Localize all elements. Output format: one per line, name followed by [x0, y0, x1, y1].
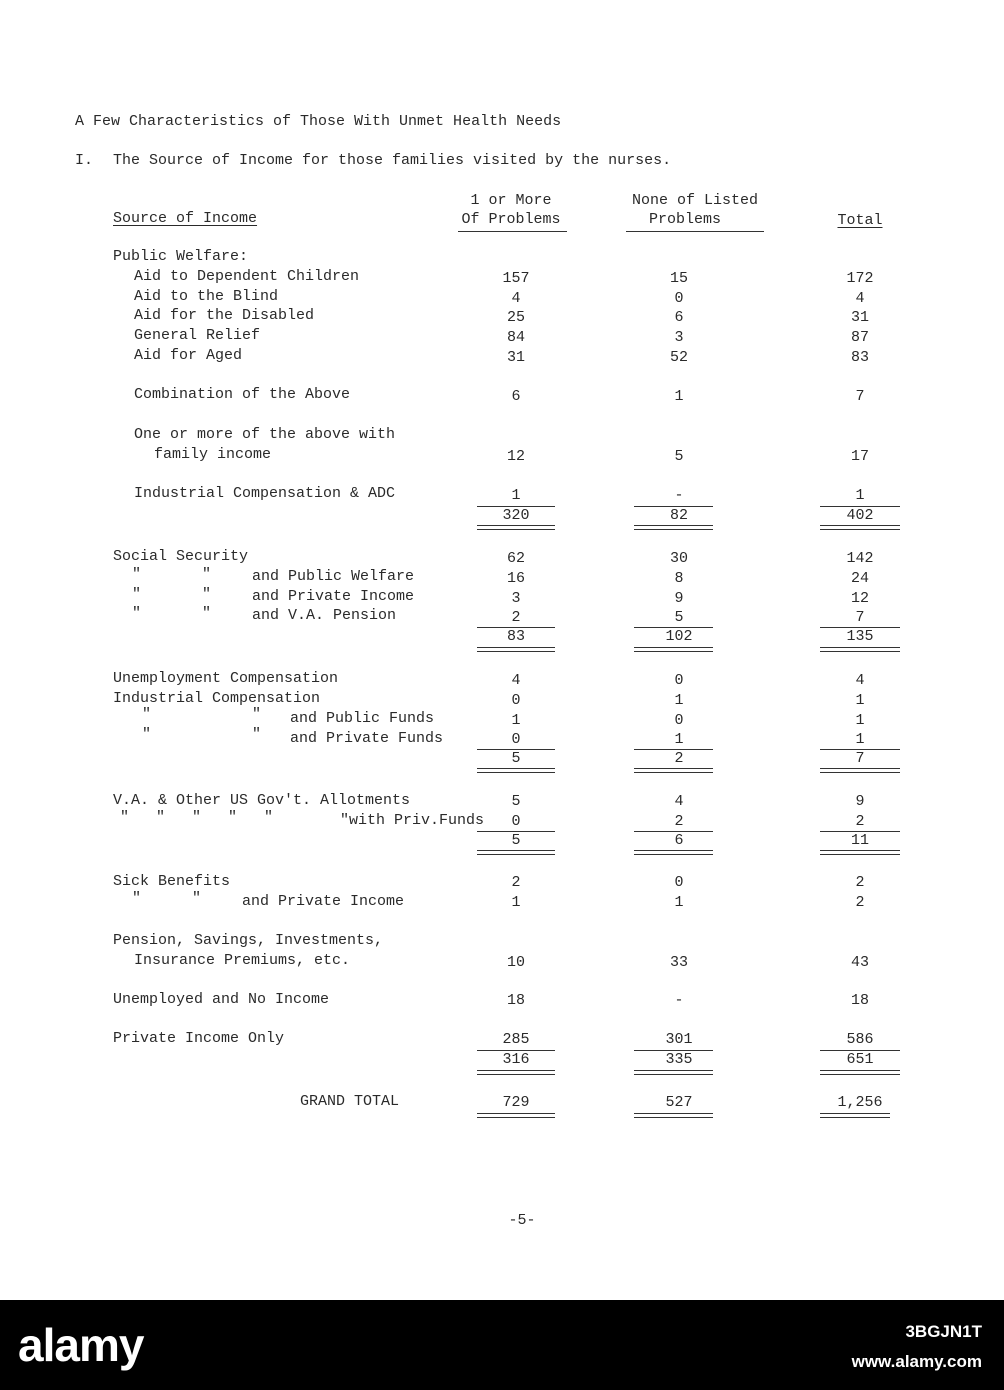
unemployed-label: Unemployed and No Income	[113, 991, 330, 1008]
site-url: www.alamy.com	[851, 1352, 982, 1371]
header-col2-line1: None of Listed	[631, 192, 759, 209]
pension-total: 43	[850, 954, 869, 971]
ss-public-welfare-c2: 8	[674, 570, 684, 587]
header-col2-line2: Problems	[648, 211, 721, 228]
sick-benefits-total: 2	[855, 874, 865, 891]
sick-benefits-label: Sick Benefits	[113, 873, 231, 890]
va-subtotal-c2: 6	[674, 832, 684, 849]
family-label: family income	[154, 446, 272, 463]
ss-va-pension-total: 7	[855, 609, 865, 626]
industrial-comp-c2: 1	[674, 692, 684, 709]
sick-private-label: and Private Income	[242, 893, 405, 910]
ss-public-welfare-label: and Public Welfare	[252, 568, 415, 585]
aged-label: Aid for Aged	[134, 347, 243, 364]
ic-private-funds-label: and Private Funds	[290, 730, 444, 747]
sick-benefits-c1: 2	[511, 874, 521, 891]
ss-public-welfare-total: 24	[850, 570, 869, 587]
general-label: General Relief	[134, 327, 261, 344]
ditto-mark: "	[142, 726, 152, 743]
grand-total-total: 1,256	[837, 1094, 883, 1111]
industrial-adc-label: Industrial Compensation & ADC	[134, 485, 396, 502]
sick-private-total: 2	[855, 894, 865, 911]
ditto-mark: "	[202, 566, 212, 583]
va-allotments-total: 9	[855, 793, 865, 810]
ss-subtotal-c1: 83	[506, 628, 525, 645]
pension-c1: 10	[506, 954, 525, 971]
ditto-mark: "	[202, 605, 212, 622]
combination-total: 7	[855, 388, 865, 405]
section-number: I.	[75, 152, 94, 169]
va-priv-funds-label: "with Priv.Funds	[340, 812, 485, 829]
aged-total: 83	[850, 349, 869, 366]
ditto-mark: "	[132, 605, 142, 622]
grand-total-c2: 527	[665, 1094, 693, 1111]
family-total: 17	[850, 448, 869, 465]
private-only-total: 586	[846, 1031, 874, 1048]
ss-private-income-c1: 3	[511, 590, 521, 607]
alamy-logo: alamy	[18, 1319, 144, 1371]
general-c1: 84	[506, 329, 525, 346]
adc-c2: 15	[669, 270, 688, 287]
public-welfare-heading: Public Welfare:	[113, 248, 249, 265]
va-allotments-label: V.A. & Other US Gov't. Allotments	[113, 792, 411, 809]
industrial-comp-total: 1	[855, 692, 865, 709]
ic-private-funds-c2: 1	[674, 731, 684, 748]
ditto-mark: "	[142, 706, 152, 723]
ss-va-pension-label: and V.A. Pension	[252, 607, 397, 624]
misc-subtotal-c1: 316	[502, 1051, 530, 1068]
disabled-total: 31	[850, 309, 869, 326]
image-id: 3BGJN1T	[905, 1322, 982, 1341]
ss-subtotal-total: 135	[846, 628, 874, 645]
va-allotments-c1: 5	[511, 793, 521, 810]
header-total: Total	[837, 212, 883, 229]
combination-c1: 6	[511, 388, 521, 405]
industrial-adc-total: 1	[855, 487, 865, 504]
adc-label: Aid to Dependent Children	[134, 268, 360, 285]
general-c2: 3	[674, 329, 684, 346]
ic-private-funds-c1: 0	[511, 731, 521, 748]
disabled-label: Aid for the Disabled	[134, 307, 315, 324]
sick-benefits-c2: 0	[674, 874, 684, 891]
social-security-c1: 62	[506, 550, 525, 567]
ss-va-pension-c2: 5	[674, 609, 684, 626]
va-subtotal-c1: 5	[511, 832, 521, 849]
ic-public-funds-total: 1	[855, 712, 865, 729]
unemployment-comp-label: Unemployment Compensation	[113, 670, 339, 687]
industrial-adc-c2: -	[674, 487, 684, 504]
ditto-mark: "	[132, 566, 142, 583]
ss-private-income-label: and Private Income	[252, 588, 415, 605]
industrial-comp-label: Industrial Compensation	[113, 690, 321, 707]
public-welfare-subtotal-c2: 82	[669, 507, 688, 524]
unemployment-subtotal-c1: 5	[511, 750, 521, 767]
sick-private-c1: 1	[511, 894, 521, 911]
ditto-mark: "	[132, 890, 142, 907]
family-c1: 12	[506, 448, 525, 465]
unemployed-c1: 18	[506, 992, 525, 1009]
disabled-c2: 6	[674, 309, 684, 326]
social-security-label: Social Security	[113, 548, 249, 565]
family-c2: 5	[674, 448, 684, 465]
misc-subtotal-c2: 335	[665, 1051, 693, 1068]
public-welfare-subtotal-c1: 320	[502, 507, 530, 524]
ss-private-income-c2: 9	[674, 590, 684, 607]
va-priv-funds-c1: 0	[511, 813, 521, 830]
ditto-mark: "	[192, 890, 202, 907]
public-welfare-subtotal-total: 402	[846, 507, 874, 524]
combination-c2: 1	[674, 388, 684, 405]
section-title: The Source of Income for those families visited by the nurses.	[113, 152, 672, 169]
unemployment-comp-total: 4	[855, 672, 865, 689]
unemployment-comp-c2: 0	[674, 672, 684, 689]
ditto-mark: "	[202, 586, 212, 603]
adc-total: 172	[846, 270, 874, 287]
industrial-adc-c1: 1	[511, 487, 521, 504]
stock-watermark-banner	[0, 1300, 1004, 1390]
unemployed-total: 18	[850, 992, 869, 1009]
ditto-mark: "	[132, 586, 142, 603]
header-source: Source of Income	[113, 210, 258, 227]
family-line1: One or more of the above with	[134, 426, 396, 443]
industrial-comp-c1: 0	[511, 692, 521, 709]
ss-subtotal-c2: 102	[665, 628, 693, 645]
unemployment-comp-c1: 4	[511, 672, 521, 689]
ss-private-income-total: 12	[850, 590, 869, 607]
ss-va-pension-c1: 2	[511, 609, 521, 626]
header-col1-line1: 1 or More	[470, 192, 552, 209]
private-only-c1: 285	[502, 1031, 530, 1048]
blind-label: Aid to the Blind	[134, 288, 279, 305]
ditto-mark: "	[252, 706, 262, 723]
disabled-c1: 25	[506, 309, 525, 326]
va-priv-funds-c2: 2	[674, 813, 684, 830]
va-priv-funds-total: 2	[855, 813, 865, 830]
general-total: 87	[850, 329, 869, 346]
page-number: -5-	[508, 1212, 536, 1229]
grand-total-c1: 729	[502, 1094, 530, 1111]
grand-total-label: GRAND TOTAL	[300, 1093, 400, 1110]
social-security-c2: 30	[669, 550, 688, 567]
ditto-mark: "	[252, 726, 262, 743]
social-security-total: 142	[846, 550, 874, 567]
blind-total: 4	[855, 290, 865, 307]
unemployment-subtotal-c2: 2	[674, 750, 684, 767]
blind-c2: 0	[674, 290, 684, 307]
pension-line1: Pension, Savings, Investments,	[113, 932, 384, 949]
unemployed-c2: -	[674, 992, 684, 1009]
ic-private-funds-total: 1	[855, 731, 865, 748]
pension-c2: 33	[669, 954, 688, 971]
ditto-row: " " " " "	[120, 809, 274, 826]
ic-public-funds-c2: 0	[674, 712, 684, 729]
pension-label: Insurance Premiums, etc.	[134, 952, 351, 969]
unemployment-subtotal-total: 7	[855, 750, 865, 767]
ic-public-funds-c1: 1	[511, 712, 521, 729]
ss-public-welfare-c1: 16	[506, 570, 525, 587]
private-only-c2: 301	[665, 1031, 693, 1048]
ic-public-funds-label: and Public Funds	[290, 710, 435, 727]
header-col1-line2: Of Problems	[461, 211, 561, 228]
sick-private-c2: 1	[674, 894, 684, 911]
combination-label: Combination of the Above	[134, 386, 351, 403]
va-subtotal-total: 11	[850, 832, 869, 849]
misc-subtotal-total: 651	[846, 1051, 874, 1068]
document-title: A Few Characteristics of Those With Unmet Health Needs	[75, 113, 562, 130]
private-only-label: Private Income Only	[113, 1030, 285, 1047]
aged-c2: 52	[669, 349, 688, 366]
adc-c1: 157	[502, 270, 530, 287]
blind-c1: 4	[511, 290, 521, 307]
aged-c1: 31	[506, 349, 525, 366]
va-allotments-c2: 4	[674, 793, 684, 810]
